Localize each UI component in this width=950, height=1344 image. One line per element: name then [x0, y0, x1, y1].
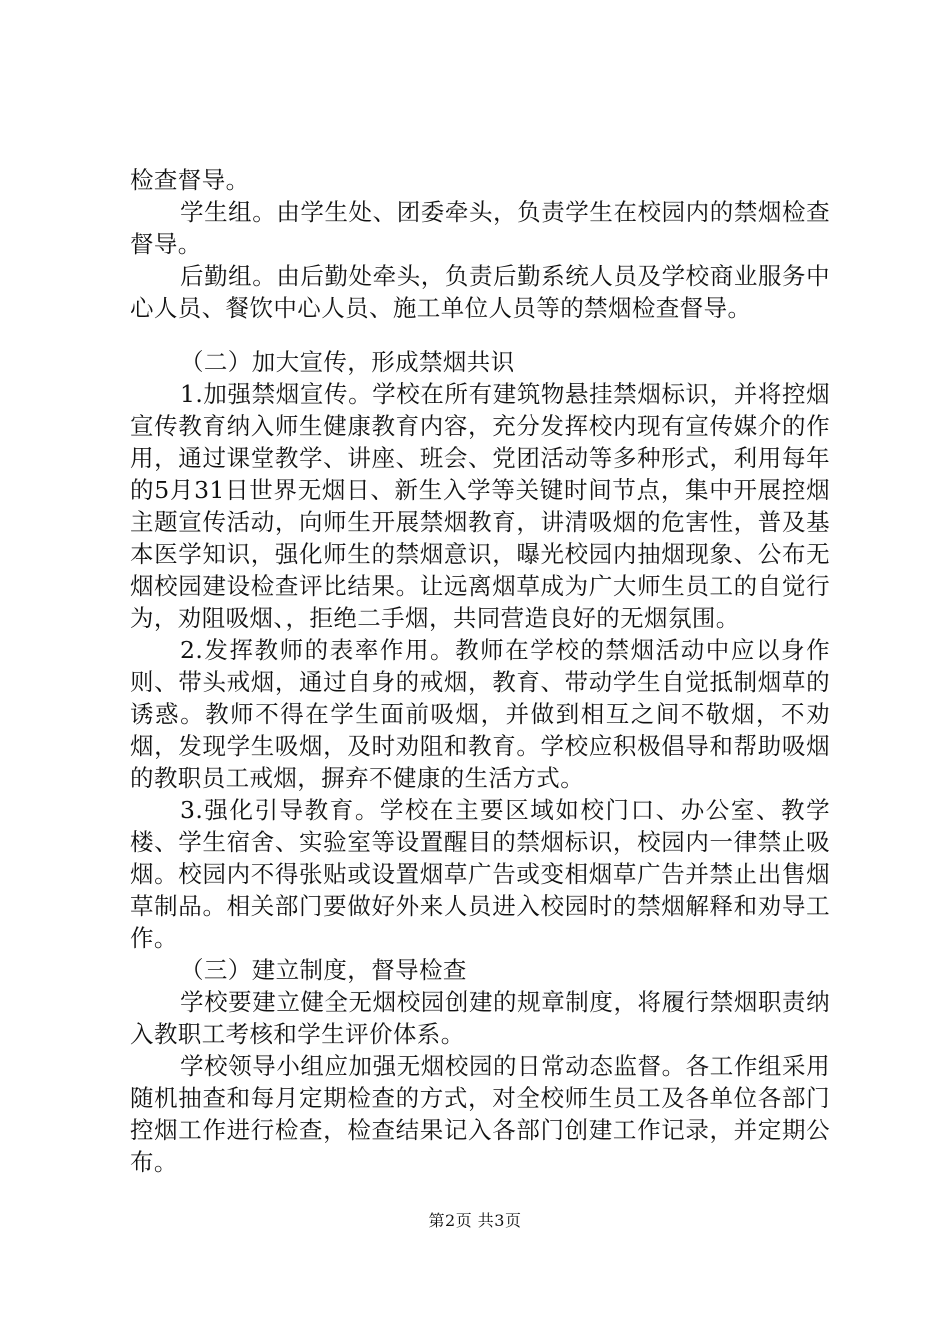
paragraph-system-rules: 学校要建立健全无烟校园创建的规章制度，将履行禁烟职责纳入教职工考核和学生评价体系。 — [130, 988, 830, 1048]
document-body — [130, 164, 830, 1178]
paragraph-continuation: 检查督导。 — [130, 166, 250, 194]
section-heading-system: （三）建立制度，督导检查 — [180, 956, 467, 984]
paragraph-publicity-2: 2.发挥教师的表率作用。教师在学校的禁烟活动中应以身作则、带头戒烟，通过自身的戒烟，教育、带动学生自觉抵制烟草的诱惑。教师不得在学生面前吸烟，并做到相互之间不敬烟，不劝烟，发现学生吸烟，及时劝阻和教育。学校应积极倡导和帮助吸烟的教职员工戒烟，摒弃不健康的生活方式。 — [130, 636, 830, 792]
page-number-footer: 第2页 共3页 — [428, 1211, 522, 1230]
paragraph-publicity-3: 3.强化引导教育。学校在主要区域如校门口、办公室、教学楼、学生宿舍、实验室等设置醒目的禁烟标识，校园内一律禁止吸烟。校园内不得张贴或设置烟草广告或变相烟草广告并禁止出售烟草制品。相关部门要做好外来人员进入校园时的禁烟解释和劝导工作。 — [130, 796, 830, 952]
paragraph-logistics-group: 后勤组。由后勤处牵头，负责后勤系统人员及学校商业服务中心人员、餐饮中心人员、施工单位人员等的禁烟检查督导。 — [130, 262, 830, 322]
section-heading-publicity: （二）加大宣传，形成禁烟共识 — [180, 348, 515, 376]
paragraph-student-group: 学生组。由学生处、团委牵头，负责学生在校园内的禁烟检查督导。 — [130, 198, 830, 258]
paragraph-system-supervision: 学校领导小组应加强无烟校园的日常动态监督。各工作组采用随机抽查和每月定期检查的方式，对全校师生员工及各单位各部门控烟工作进行检查，检查结果记入各部门创建工作记录，并定期公布。 — [130, 1052, 830, 1176]
paragraph-publicity-1: 1.加强禁烟宣传。学校在所有建筑物悬挂禁烟标识，并将控烟宣传教育纳入师生健康教育内容，充分发挥校内现有宣传媒介的作用，通过课堂教学、讲座、班会、党团活动等多种形式，利用每年的5月31日世界无烟日、新生入学等关键时间节点，集中开展控烟主题宣传活动，向师生开展禁烟教育，讲清吸烟的危害性，普及基本医学知识，强化师生的禁烟意识，曝光校园内抽烟现象、公布无烟校园建设检查评比结果。让远离烟草成为广大师生员工的自觉行为，劝阻吸烟、，拒绝二手烟，共同营造良好的无烟氛围。 — [130, 380, 830, 632]
